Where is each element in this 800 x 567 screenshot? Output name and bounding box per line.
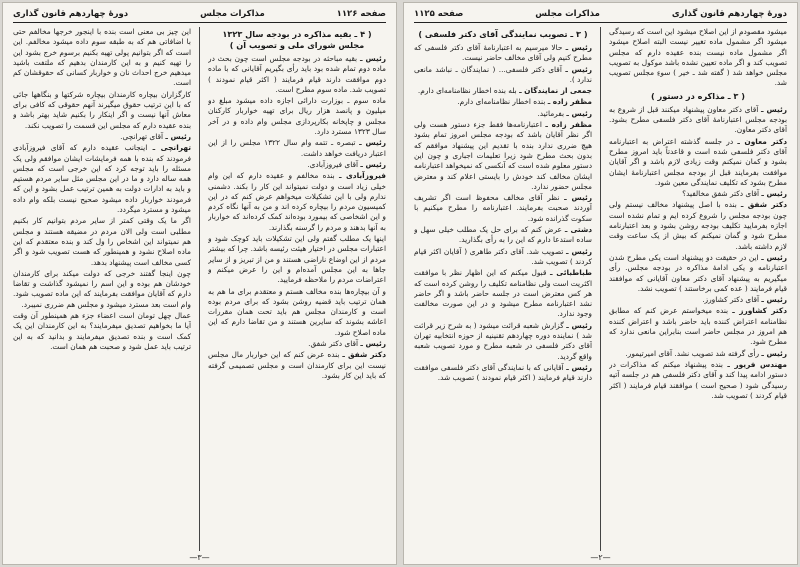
right-page [403, 2, 798, 565]
speech-text: تبصره ـ تتمه وام سال ۱۳۲۲ مجلس را از این اعتبار دریافت خواهد داشت. [208, 138, 386, 158]
speaker-name: رئیس ـ [761, 104, 787, 114]
speech-text: چون اینجا گفتند خرجی که دولت میکند برای کارمندان خودشان هم بوده و این اسم را نمیشود گذاشت و تقاضا دارم که آقایان موافقت بفرمایند که این ماده تصویب شود. وام است بعد مسترد میشود و مجلس هم ضرری نمیبرد. [13, 268, 191, 309]
transcript-paragraph [609, 306, 787, 347]
left-page [2, 2, 397, 565]
text-columns [13, 27, 386, 551]
transcript-paragraph [13, 269, 191, 310]
speech-text: بنده عرض کنم که این خواربار مال مجلس نیست این برای کارمندان است و مجلس تصمیمی گرفته که باید این کار بشود. [208, 350, 386, 380]
transcript-paragraph [414, 120, 592, 192]
speech-text: آقای فیروزآبادی. [307, 159, 359, 169]
speech-text: بنده اخطار نظامنامه‌ای دارم. [457, 97, 546, 107]
transcript-paragraph [414, 109, 592, 119]
speaker-name: طباطبائی ـ [549, 268, 592, 278]
transcript-paragraph [414, 43, 592, 64]
speech-text: آقای دکتر کشاورز. [702, 295, 760, 305]
page-folio: —۲— [590, 553, 611, 562]
speaker-name: دکتر شفق ـ [740, 200, 787, 210]
transcript-paragraph [208, 138, 386, 159]
transcript-paragraph [609, 253, 787, 294]
speech-text: آقای دکتر معاون پیشنهاد میکنند قبل از شروع به بودجه مجلس اعتبارنامهٔ آقای دکتر فلسفی مطرح بشود. آقای دکتر معاون. [609, 104, 787, 135]
speaker-name: دشتی ـ [564, 225, 592, 235]
column-divider [199, 27, 200, 551]
speech-text: بنده مخالفم و عقیده دارم که این وام خیلی زیاد است و دولت نمیتواند این کار را بکند. دشمنی ندارم ولی با این تشکیلات میخواهم عرض کنم که در این کمیسیون مردم را بیچاره کرده اند و من به آنها نگاه کردم و این اشخاصی که بیمورد بوده‌اند کمک کرده‌اند که خواربار به آنها بدهند و مردم را گرسنه بگذارند. [208, 171, 386, 232]
transcript-paragraph [609, 349, 787, 359]
speech-text: بنده پیشنهاد میکنم که مذاکرات در دستور ادامه پیدا کند و آقای دکتر فلسفی هم در جلسه آتیه رسیدگی شود ( صحیح است ) موافقند قیام فرمایند ( اکثر قیام کردند ) تصویب شد. [609, 359, 787, 400]
speech-text: بنده با اصل پیشنهاد مخالف نیستم ولی چون بودجه مجلس را شروع کرده ایم و تمام نشده است اجازه بفرمایید تکلیف بودجه روشن بشود و بعد اعتبارنامه مطرح شود و گمان نمیکنم که بیش از یک ساعت وقت لازم داشته باشد. [609, 200, 787, 251]
transcript-paragraph [609, 189, 787, 199]
transcript-paragraph [208, 287, 386, 338]
speech-text: حالا میرسیم به اعتبارنامهٔ آقای دکتر فلسفی که مطرح کنیم ولی آقای مخالف حاضر نیست. [414, 43, 592, 63]
transcript-paragraph [609, 200, 787, 251]
transcript-paragraph [414, 363, 592, 384]
section-title: ( ۳ ـ تصویب نمایندگی آقای دکتر فلسفی ) [418, 29, 588, 39]
speech-text: آقای دکتر شفق. [308, 339, 359, 349]
speech-text: آقایانی که با نمایندگی آقای دکتر فلسفی موافقت دارند قیام فرمایند ( اکثر قیام نمودند ) تصویب شد. [414, 362, 592, 383]
transcript-paragraph [414, 193, 592, 224]
running-head [414, 7, 787, 23]
speech-text: اعتبارنامه‌ها فقط جزء دستور هست ولی اگر نظر آقایان باشد که بودجه مجلس امروز تمام بشود هیچ ضرری ندارد بنده با تقدیم این پیشنهاد موافقم که بدون بحث مطرح شود زیرا تعلیمات اجباری و چون این دستور معلوم شده است که آنکسی که نمیخواهد اعتبارنامه ایشان مخالف کند خودش را بایستی اعلام کند و معترض مجلس حضور ندارد. [414, 120, 592, 191]
speaker-name: رئیس ـ [761, 189, 787, 199]
column-right [609, 27, 787, 551]
column-left [13, 27, 191, 551]
transcript-paragraph [414, 65, 592, 86]
header-title: مذاکرات مجلس [200, 8, 265, 19]
transcript-paragraph [609, 360, 787, 401]
page-folio: —۳— [189, 553, 210, 562]
transcript-paragraph [13, 90, 191, 131]
header-page-number: صفحه ۱۱۲۶ [336, 8, 386, 19]
speech-text: اینجانب عقیده دارم که آقای فیروزآبادی فرمودند که بنده با همه فرمایشات ایشان موافقم ولی یک مسئله را باید توجه کرد که این خرجی است که مجلس همه ساله دارد و ما در این مجلس مثل سایر مردم هستیم و باید به ادارات دولت به همین ترتیب عمل بشود و این که فرمودند خواربار داده میشود صحیح نیست بلکه وام داده میشود و مسترد میگردد. [13, 143, 191, 215]
speaker-name: رئیس ـ [761, 348, 787, 358]
speaker-name: رئیس ـ [566, 246, 592, 256]
section-title: ( ۳ ـ مذاکره در دستور ) [650, 90, 746, 101]
speech-text: این چیز بی معنی است بنده با اینجور خرجها مخالفم حتی با اضافاتی هم که به طبقه سوم داده میشود مخالفم. این است که اگر بتوانیم پولی تهیه بکنیم برسوم خرج بشود این را تهیه کنیم و به این کارمندان بدهیم که ملتفت باشید میدهیم خرج احداث نان و خواربار کسانی که حقوقشان کم است. [13, 27, 191, 88]
transcript-paragraph [13, 143, 191, 215]
speech-text: گزارش شعبه قرائت میشود ( به شرح زیر قرائت شد ) نماینده دوره چهاردهم تقنینیه از حوزه انتخابیه تهران آقای دکتر فلسفی در شعبه مطرح و مورد تصویب شعبه واقع گردید. [414, 320, 592, 361]
transcript-paragraph [208, 339, 386, 349]
speech-text: کارگزاران بیچاره کارمندان بیچاره شرکتها و بنگاهها جائی که با این ترتیب حقوق میگیرند آنهم حقوقی که کافی برای معاش آنها نیست و اگر اینکار را بکنیم شاید بهتر باشد و بنده عقیده دارم که مجلس این قسمت را تصویب نکند. [13, 89, 191, 130]
speaker-name: رئیس ـ [566, 320, 592, 330]
speaker-name: رئیس ـ [359, 138, 386, 148]
transcript-paragraph [13, 216, 191, 267]
transcript-paragraph [414, 225, 592, 246]
speaker-name: دکتر کشاورز ـ [732, 306, 787, 316]
speaker-name: رئیس ـ [565, 64, 592, 74]
speech-text: و آن بیچاره‌ها بنده مخالف هستم و معتقدم برای ما هم به همان ترتیب باید قضیه روشن بشود که برای مردم بوده است و کارمندان مجلس هم باید تحت همان مقررات اعاشه بشوند که سایرین هستند و من تقاضا دارم که این ماده اصلاح شود. [208, 286, 386, 337]
text-columns [414, 27, 787, 551]
speaker-name: جمعی از نمایندگان ـ [519, 86, 592, 96]
speaker-name: مظفر زاده ـ [545, 120, 592, 130]
speaker-name: رئیس ـ [761, 252, 787, 262]
speech-text: تصویب شد. آقای دکتر طاهری ( آقایان اکثر قیام کردند ) تصویب شد. [414, 246, 592, 266]
transcript-paragraph [414, 321, 592, 362]
speech-text: اگر ما یک وقتی کمتر از سایر مردم بتوانیم کار بکنیم مطلبی است ولی الان مردم در مضیقه هستند و مجلس هم نمیتواند این اشخاص را ول کند و بنده معتقدم که این ماده اصلاح نشود و همینطور که هست تصویب شود و اگر کسی مخالف است پیشنهاد بدهد. [13, 216, 191, 267]
transcript-paragraph [208, 96, 386, 137]
transcript-paragraph [609, 27, 787, 89]
speaker-name: مظفر زاده ـ [547, 97, 592, 107]
header-session: دورهٔ چهاردهم قانون گذاری [671, 8, 787, 19]
speech-text: عمال چهل تومان است اعضاء جزء هم همینطور آن وقت آیا ما بخواهیم تصدیق میفرمایند؟ به این کارمندان این یک کمک است و بنده تصدیق میفرمایند و بدانید که به این ترتیب باید عمل شود و صحبت هم همان است. [13, 311, 191, 351]
running-head [13, 7, 386, 23]
speaker-name: دکتر معاون ـ [737, 136, 787, 146]
speech-text: در جلسه گذشته اعتراض به اعتبارنامه آقای دکتر فلسفی شده است و قاعدتاً باید امروز مطرح بشود و کمان نمیکنم وقت زیادی لازم باشد و اگر آقایان موافقت بفرمایند قبل از بودجه مجلس اعتبارنامهٔ ایشان مطرح بشود که تکلیف نمایندگی معین شود. [609, 136, 787, 187]
speaker-name: رئیس ـ [566, 108, 592, 118]
speech-text: بفرمائید. [537, 108, 565, 118]
transcript-paragraph [208, 171, 386, 233]
speech-text: عرض کنم که برای حل یک مطلب خیلی سهل و ساده استدعا دارم که این را به رأی بگذارید. [414, 225, 592, 245]
speech-text: قبول میکنم که این اظهار نظر با موافقت اکثریت است ولی نظامنامه تکلیف را روشن کرده است که هر کس معترض است در جلسه حاضر باشد و اگر حاضر نشد اعتبارنامه مطرح میشود و در این صورت مخالفت وجود ندارد. [414, 268, 592, 319]
transcript-paragraph [609, 295, 787, 305]
book-spread [2, 2, 798, 565]
speech-text: میشود مقصودم از این اصلاح میشود این است که رسیدگی میشود اگر مشمول ماده تغییر نیست البته اصلاح میشود اگر مشمول ماده نیست بنده عقیده دارم که مجلس تصویب کند و اگر ماده تعیین نشده باشد موکول به تصویب مجلس خواهد شد ( گفته شد ـ خیر ) سوءِ مجلس تصویب شد. [609, 27, 787, 88]
speaker-name: فیروزآبادی ـ [338, 171, 386, 181]
speech-text: ماده سوم ـ بوزارت دارائی اجازه داده میشود مبلغ دو میلیون و پانصد هزار ریال برای تهیه خواربار کارکنان مجلس و چاپخانه بکارپردازی مجلس وام داده و در آخر سال ۱۳۲۳ مسترد دارد. [208, 96, 386, 137]
speaker-name: رئیس ـ [165, 131, 191, 141]
header-page-number: صفحه ۱۱۲۵ [414, 8, 464, 19]
speaker-name: دکتر شفق ـ [342, 350, 386, 360]
transcript-paragraph [13, 27, 191, 89]
speech-text: نظر آقای مخالف محفوظ است اگر تشریف آوردند صحبت بفرمایند. اعتبارنامه را مطرح میکنیم با سکوت گذرانده شود. [414, 193, 592, 223]
speech-text: اینها یک مطلب گفتم ولی این تشکیلات باید کوچک شود و اعتبارات مجلس در اختیار هیئت رئیسه باشد. چرا که بیشتر مردم از این اوضاع ناراضی هستند و من از تبریز و از سایر جاها به این مجلس آمده‌ام و این را عرض میکنم و اعتراضات مردم را ملاحظه فرمایید. [208, 234, 386, 285]
transcript-paragraph [609, 137, 787, 188]
speech-text: این در حقیقت دو پیشنهاد است یکی مطرح شدن اعتبارنامه و یکی ادامهٔ مذاکره در بودجه مجلس. رأی میگیریم به پیشنهاد آقای دکتر معاون آقایانی که موافقند قیام فرمایند ( عده کمی برخاستند ) تصویب نشد. [609, 252, 787, 293]
transcript-paragraph [208, 54, 386, 95]
speech-text: آقای تهرانچی. [120, 131, 164, 141]
header-title: مذاکرات مجلس [535, 8, 600, 19]
transcript-paragraph [13, 311, 191, 352]
transcript-paragraph [414, 97, 592, 107]
speaker-name: رئیس ـ [566, 362, 592, 372]
transcript-paragraph [208, 234, 386, 285]
transcript-paragraph [208, 350, 386, 381]
speaker-name: مهندس فریور ـ [727, 359, 787, 369]
speech-text: آقای دکتر شفق مخالفید؟ [682, 189, 760, 199]
speech-text: بله بنده اخطار نظامنامه‌ای دارم. [417, 86, 517, 96]
speaker-name: رئیس ـ [359, 54, 386, 63]
section-title: ( ۴ ـ بقیه مذاکره در بودجه سال ۱۳۲۳ مجلس شورای ملی و تصویب آن ) [222, 29, 372, 50]
transcript-paragraph [208, 160, 386, 170]
column-divider [600, 27, 601, 551]
speech-text: بنده میخواستم عرض کنم که مطابق نظامنامه اعتراض کننده باید حاضر باشد و اعتراض کننده هم امروز در مجلس حاضر است بنابراین مانعی ندارد که مطرح شود. [609, 306, 787, 347]
speech-text: آقای دکتر فلسفی... ( نمایندگان ـ نباشد مانعی ندارد ). [414, 64, 592, 84]
speaker-name: رئیس ـ [360, 159, 386, 169]
speech-text: بقیه مباحثه در بودجه مجلس است چون بحث در ماده دوم تمام شده بود باید رأی بگیریم آقایانی که با ماده دوم موافقت دارند قیام فرمایند ( اکثر قیام نمودند ) تصویب شد. ماده سوم مطرح است. [208, 54, 386, 94]
transcript-paragraph [414, 86, 592, 96]
transcript-paragraph [414, 247, 592, 268]
transcript-paragraph [609, 105, 787, 136]
column-left [414, 27, 592, 551]
transcript-paragraph [13, 132, 191, 142]
speaker-name: تهرانچی ـ [152, 143, 191, 153]
speaker-name: رئیس ـ [761, 295, 787, 305]
column-right [208, 27, 386, 551]
transcript-paragraph [414, 268, 592, 319]
speech-text: رأی گرفته شد تصویب نشد. آقای امیرتیمور. [625, 348, 760, 358]
speaker-name: رئیس ـ [565, 43, 592, 52]
header-session: دورهٔ چهاردهم قانون گذاری [13, 8, 129, 19]
speaker-name: رئیس ـ [564, 193, 592, 203]
speaker-name: رئیس ـ [360, 339, 386, 349]
